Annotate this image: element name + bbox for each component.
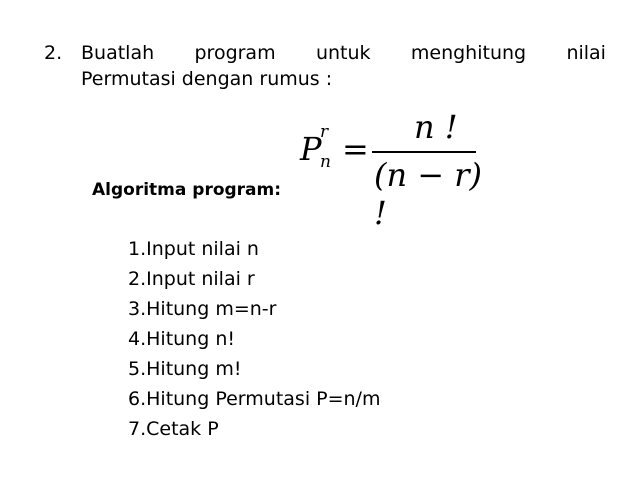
formula-numerator: n ! xyxy=(414,108,458,146)
question-word: Buatlah xyxy=(81,42,155,64)
question-word: nilai xyxy=(566,42,606,64)
algorithm-step: 2.Input nilai r xyxy=(128,268,255,290)
algorithm-step: 6.Hitung Permutasi P=n/m xyxy=(128,388,381,410)
question-number: 2. xyxy=(44,42,63,64)
question-block xyxy=(44,40,606,92)
algorithm-step: 1.Input nilai n xyxy=(128,238,259,260)
permutation-formula xyxy=(296,108,486,232)
formula-equals: = xyxy=(342,130,369,168)
algorithm-step: 4.Hitung n! xyxy=(128,328,235,350)
fraction-bar xyxy=(372,151,476,153)
formula-subscript: n xyxy=(320,152,331,172)
question-text xyxy=(81,40,606,92)
formula-denominator: (n − r) ! xyxy=(374,156,483,232)
algorithm-step: 7.Cetak P xyxy=(128,418,219,440)
formula-symbol: P xyxy=(300,130,322,168)
question-line-2: Permutasi dengan rumus : xyxy=(81,68,333,90)
question-line-1 xyxy=(81,40,606,66)
algorithm-step: 5.Hitung m! xyxy=(128,358,242,380)
formula-superscript: r xyxy=(320,122,329,142)
question-word: untuk xyxy=(315,42,371,64)
algorithm-steps xyxy=(128,234,380,444)
question-word: menghitung xyxy=(410,42,527,64)
question-word: program xyxy=(194,42,276,64)
algorithm-heading: Algoritma program: xyxy=(92,180,282,200)
algorithm-step: 3.Hitung m=n-r xyxy=(128,298,277,320)
